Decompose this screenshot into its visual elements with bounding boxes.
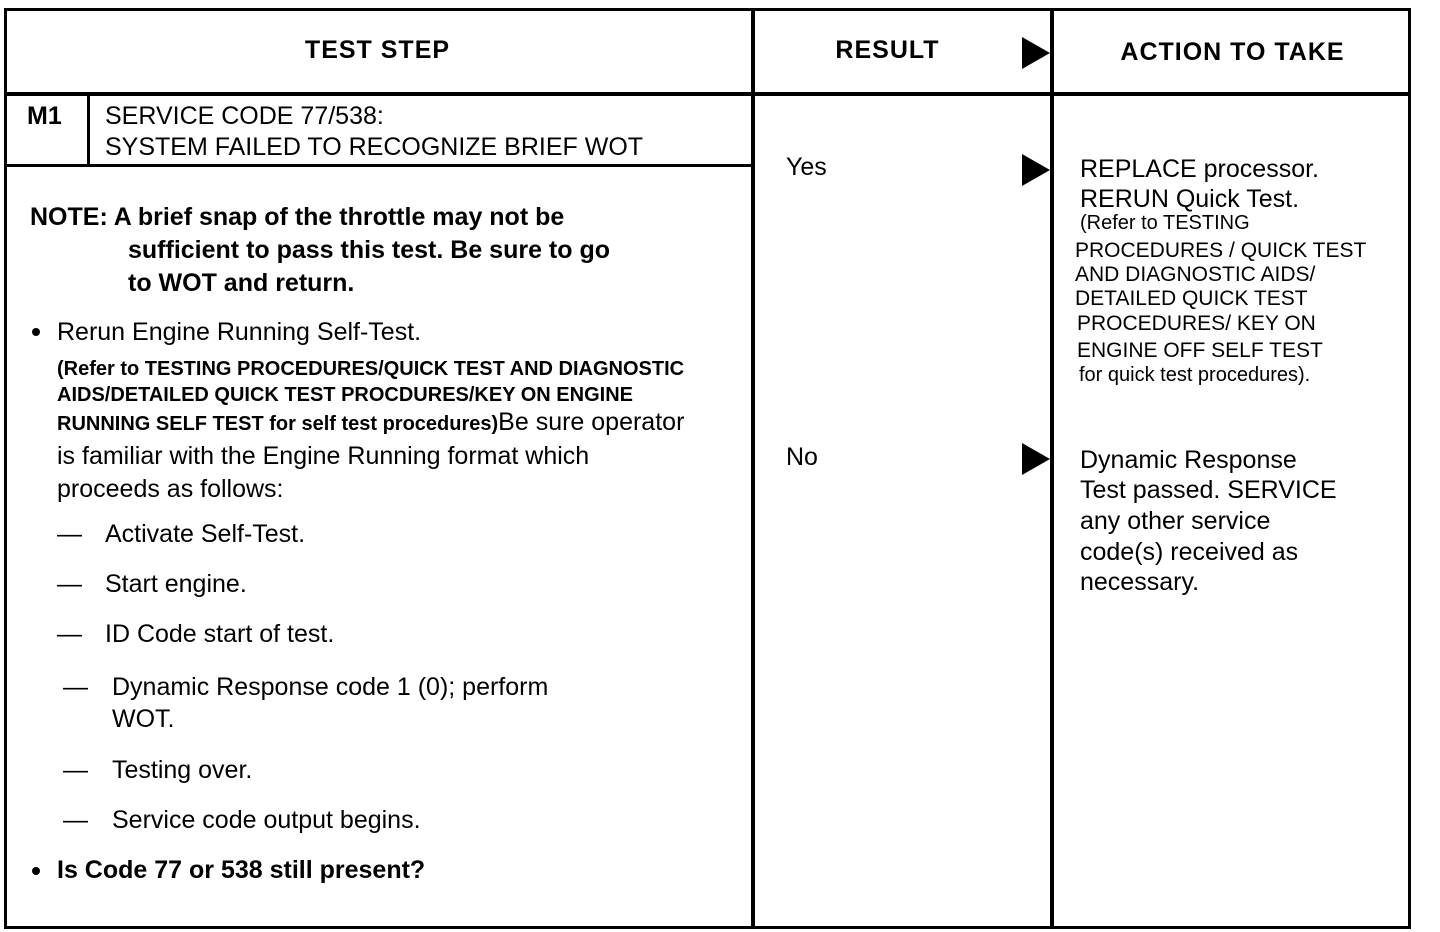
action-yes-ref-2: PROCEDURES / QUICK TEST	[1075, 239, 1367, 262]
action-yes-ref-5: PROCEDURES/ KEY ON	[1077, 312, 1316, 335]
bullet1-ref-line2: AIDS/DETAILED QUICK TEST PROCDURES/KEY ON ENGINE	[57, 384, 633, 406]
note-line1: NOTE: A brief snap of the throttle may not be	[30, 203, 565, 231]
divider-test-result	[751, 8, 755, 929]
seq-item-3: ID Code start of test.	[105, 620, 335, 648]
action-yes-line1: REPLACE processor.	[1080, 155, 1319, 183]
action-no-line1: Dynamic Response	[1080, 446, 1297, 474]
action-no-line4: code(s) received as	[1080, 538, 1299, 566]
bullet1-cont-line1: is familiar with the Engine Running format which	[57, 442, 590, 470]
note-line3: to WOT and return.	[128, 269, 355, 297]
seq-dash-2: —	[57, 570, 82, 598]
step-id: M1	[27, 102, 62, 130]
seq-dash-5: —	[63, 756, 88, 784]
action-yes-ref-4: DETAILED QUICK TEST	[1075, 287, 1308, 310]
action-no-line5: necessary.	[1080, 568, 1200, 596]
action-yes-ref-3: AND DIAGNOSTIC AIDS/	[1075, 263, 1316, 286]
bullet1-ref-line3	[57, 408, 684, 437]
header-bottom-rule	[4, 92, 1411, 96]
result-yes: Yes	[786, 153, 827, 181]
note-line2: sufficient to pass this test. Be sure to go	[128, 236, 611, 264]
bullet1-ref-line1: (Refer to TESTING PROCEDURES/QUICK TEST AND DIAGNOSTIC	[57, 358, 685, 380]
seq-item-4-line2: WOT.	[112, 705, 175, 733]
action-yes-ref-7: for quick test procedures).	[1079, 364, 1311, 386]
seq-dash-3: —	[57, 620, 82, 648]
yes-arrow-icon	[1022, 154, 1050, 186]
divider-result-action	[1050, 8, 1054, 929]
result-no: No	[786, 443, 818, 471]
action-no-line3: any other service	[1080, 507, 1271, 535]
bullet-icon	[32, 328, 40, 336]
seq-dash-6: —	[63, 806, 88, 834]
header-result: RESULT	[835, 36, 940, 64]
bullet1-ref-line3a: RUNNING SELF TEST for self test procedures)	[57, 413, 499, 435]
seq-dash-4: —	[63, 673, 88, 701]
header-arrow-icon	[1022, 37, 1050, 69]
step-title-rule	[4, 164, 755, 167]
action-yes-line2: RERUN Quick Test.	[1080, 185, 1300, 213]
seq-item-2: Start engine.	[105, 570, 247, 598]
seq-dash-1: —	[57, 520, 82, 548]
bullet1-text: Rerun Engine Running Self-Test.	[57, 318, 422, 346]
step-title-line2: SYSTEM FAILED TO RECOGNIZE BRIEF WOT	[105, 133, 644, 161]
bullet1-cont-line2: proceeds as follows:	[57, 475, 284, 503]
seq-item-6: Service code output begins.	[112, 806, 421, 834]
seq-item-4-line1: Dynamic Response code 1 (0); perform	[112, 673, 549, 701]
seq-item-5: Testing over.	[112, 756, 253, 784]
header-test-step: TEST STEP	[304, 36, 451, 64]
action-yes-ref-1: (Refer to TESTING	[1080, 212, 1250, 234]
step-title-line1: SERVICE CODE 77/538:	[105, 102, 384, 130]
question: Is Code 77 or 538 still present?	[57, 856, 426, 884]
seq-item-1: Activate Self-Test.	[105, 520, 306, 548]
action-yes-ref-6: ENGINE OFF SELF TEST	[1077, 339, 1323, 362]
bullet1-ref-line3b: Be sure operator	[498, 408, 685, 436]
action-no-line2: Test passed. SERVICE	[1080, 476, 1337, 504]
bullet-icon-question	[32, 867, 40, 875]
divider-step-id	[87, 94, 90, 165]
no-arrow-icon	[1022, 443, 1050, 475]
header-action: ACTION TO TAKE	[1120, 38, 1345, 66]
